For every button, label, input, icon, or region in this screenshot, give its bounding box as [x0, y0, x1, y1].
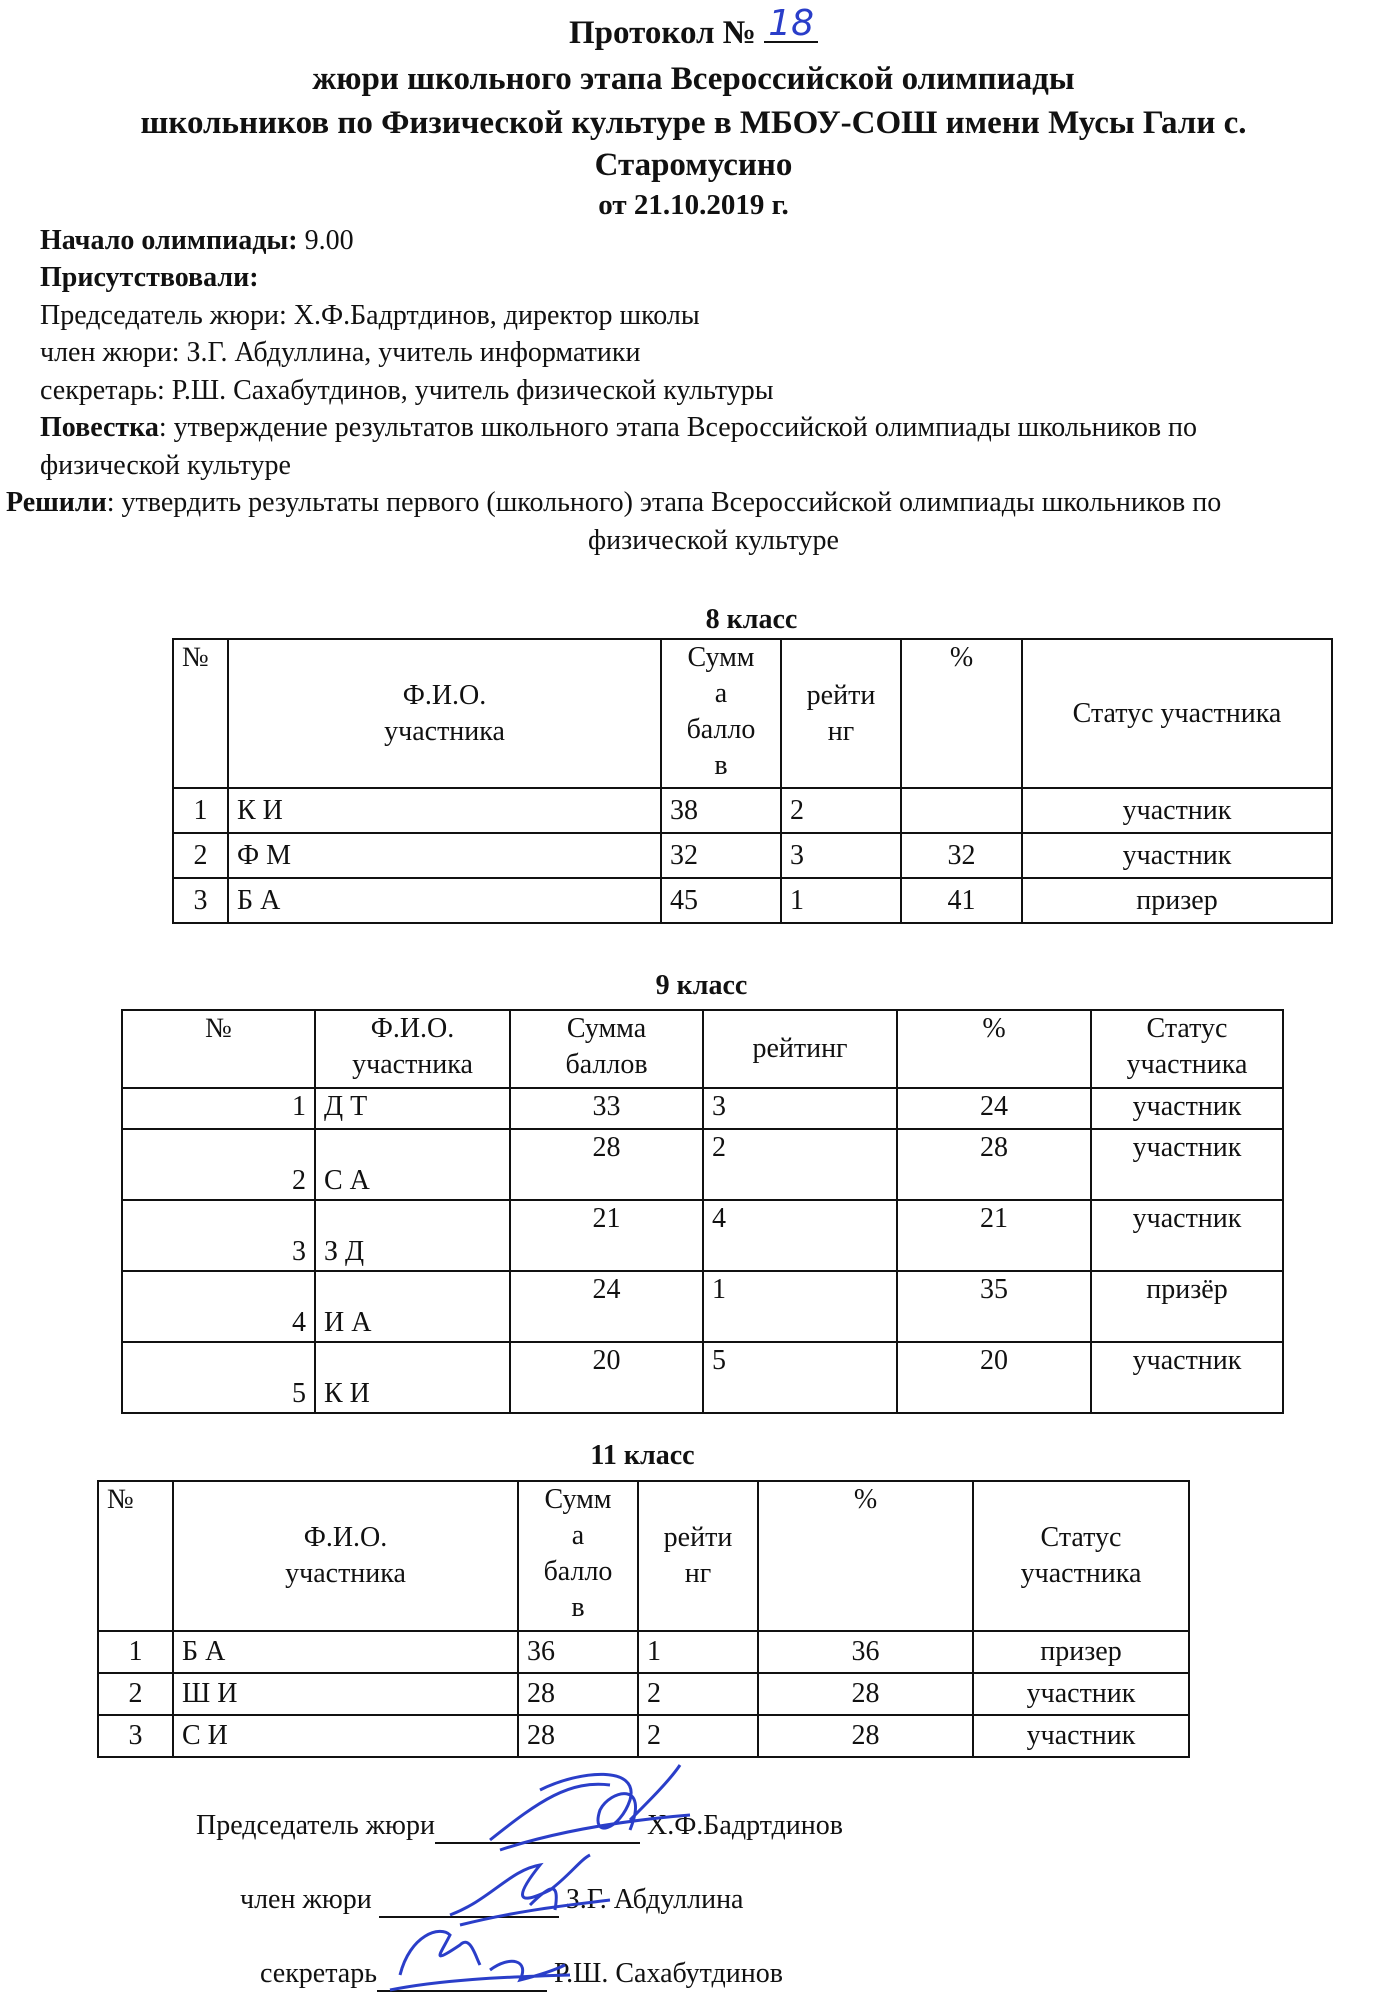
cell-status: призер: [973, 1631, 1189, 1673]
agenda-line-2: физической культуре: [40, 450, 291, 481]
cell-percent: [901, 788, 1022, 833]
member-sign-name: З.Г. Абдуллина: [565, 1884, 744, 1915]
start-value: 9.00: [297, 225, 354, 256]
cell-score: 28: [518, 1673, 638, 1715]
cell-rating: 3: [703, 1088, 897, 1129]
cell-percent: 21: [897, 1200, 1091, 1271]
start-time-line: [40, 222, 354, 260]
cell-number: 2: [173, 833, 228, 878]
cell-rating: 2: [703, 1129, 897, 1200]
table-row: [98, 1631, 1189, 1673]
cell-rating: 1: [638, 1631, 758, 1673]
cell-number: 3: [122, 1200, 315, 1271]
column-header: Ф.И.О. участника: [228, 639, 661, 788]
cell-score: 24: [510, 1271, 703, 1342]
agenda-text: : утверждение результатов школьного этапа Всероссийской олимпиады школьников по: [158, 412, 1198, 443]
table-row: [122, 1129, 1283, 1200]
column-header: рейти нг: [638, 1481, 758, 1631]
column-header: рейти нг: [781, 639, 901, 788]
cell-rating: 2: [781, 788, 901, 833]
present-label: [40, 259, 259, 297]
table-row: [173, 788, 1332, 833]
table-row: [98, 1673, 1189, 1715]
cell-score: 20: [510, 1342, 703, 1413]
cell-name: К И: [228, 788, 661, 833]
cell-score: 28: [518, 1715, 638, 1757]
cell-name: И А: [315, 1271, 510, 1342]
secretary-signature-scribble: [380, 1915, 580, 2000]
decision-text: : утвердить результаты первого (школьного) этапа Всероссийской олимпиады школьников по: [106, 487, 1222, 518]
cell-status: участник: [1022, 788, 1332, 833]
table-row: [98, 1715, 1189, 1757]
cell-score: 33: [510, 1088, 703, 1129]
column-header: Сумма баллов: [510, 1010, 703, 1088]
decision-line-2: физической культуре: [588, 525, 839, 556]
cell-rating: 2: [638, 1673, 758, 1715]
cell-score: 28: [510, 1129, 703, 1200]
cell-score: 45: [661, 878, 781, 923]
column-header: %: [901, 639, 1022, 788]
protocol-number-handwritten: 18: [764, 7, 818, 43]
column-header: %: [897, 1010, 1091, 1088]
cell-status: призёр: [1091, 1271, 1283, 1342]
secretary-line: секретарь: Р.Ш. Сахабутдинов, учитель физической культуры: [40, 375, 774, 406]
cell-percent: 28: [758, 1673, 973, 1715]
secretary-sign-label: секретарь: [260, 1958, 378, 1989]
cell-percent: 24: [897, 1088, 1091, 1129]
cell-name: К И: [315, 1342, 510, 1413]
member-sign-label: член жюри: [240, 1884, 372, 1915]
column-header: Сумм а балло в: [518, 1481, 638, 1631]
column-header: Ф.И.О. участника: [315, 1010, 510, 1088]
column-header: №: [98, 1481, 173, 1631]
cell-name: Ф М: [228, 833, 661, 878]
table-header-row: [173, 639, 1332, 788]
cell-number: 1: [122, 1088, 315, 1129]
column-header: №: [122, 1010, 315, 1088]
title-line-2: жюри школьного этапа Всероссийской олимпиады: [312, 61, 1075, 97]
cell-score: 32: [661, 833, 781, 878]
cell-name: С И: [173, 1715, 518, 1757]
cell-score: 36: [518, 1631, 638, 1673]
cell-name: Б А: [228, 878, 661, 923]
cell-score: 38: [661, 788, 781, 833]
decision-label: Решили: [6, 487, 107, 518]
cell-status: призер: [1022, 878, 1332, 923]
cell-number: 1: [173, 788, 228, 833]
table-header-row: [122, 1010, 1283, 1088]
table-caption: 9 класс: [655, 970, 748, 1001]
cell-number: 4: [122, 1271, 315, 1342]
column-header: %: [758, 1481, 973, 1631]
results-table: [172, 638, 1333, 924]
cell-number: 1: [98, 1631, 173, 1673]
cell-rating: 4: [703, 1200, 897, 1271]
secretary-sign-name: Р.Ш. Сахабутдинов: [554, 1958, 783, 1989]
cell-name: З Д: [315, 1200, 510, 1271]
cell-name: С А: [315, 1129, 510, 1200]
column-header: Статус участника: [973, 1481, 1189, 1631]
table-row: [122, 1342, 1283, 1413]
cell-rating: 1: [703, 1271, 897, 1342]
column-header: Сумм а балло в: [661, 639, 781, 788]
cell-status: участник: [973, 1715, 1189, 1757]
table-caption: 11 класс: [590, 1440, 695, 1471]
table-row: [122, 1200, 1283, 1271]
cell-number: 3: [98, 1715, 173, 1757]
column-header: Статус участника: [1091, 1010, 1283, 1088]
title-line-4: Старомусино: [594, 147, 793, 183]
cell-percent: 28: [758, 1715, 973, 1757]
cell-rating: 2: [638, 1715, 758, 1757]
protocol-title: [0, 3, 1387, 52]
cell-percent: 35: [897, 1271, 1091, 1342]
column-header: рейтинг: [703, 1010, 897, 1088]
cell-number: 3: [173, 878, 228, 923]
cell-number: 2: [98, 1673, 173, 1715]
column-header: Ф.И.О. участника: [173, 1481, 518, 1631]
cell-status: участник: [1022, 833, 1332, 878]
present-heading: Присутствовали:: [40, 262, 259, 293]
cell-status: участник: [973, 1673, 1189, 1715]
cell-percent: 32: [901, 833, 1022, 878]
table-row: [122, 1271, 1283, 1342]
table-header-row: [98, 1481, 1189, 1631]
table-row: [122, 1088, 1283, 1129]
column-header: №: [173, 639, 228, 788]
cell-rating: 5: [703, 1342, 897, 1413]
agenda-label: Повестка: [40, 412, 159, 443]
cell-score: 21: [510, 1200, 703, 1271]
title-line-3: школьников по Физической культуре в МБОУ-СОШ имени Мусы Гали с.: [140, 105, 1247, 141]
protocol-date: от 21.10.2019 г.: [598, 189, 789, 221]
cell-status: участник: [1091, 1129, 1283, 1200]
table-row: [173, 833, 1332, 878]
column-header: Статус участника: [1022, 639, 1332, 788]
chair-sign-label: Председатель жюри: [196, 1810, 435, 1841]
cell-percent: 20: [897, 1342, 1091, 1413]
cell-status: участник: [1091, 1342, 1283, 1413]
cell-status: участник: [1091, 1088, 1283, 1129]
cell-number: 5: [122, 1342, 315, 1413]
chair-line: Председатель жюри: Х.Ф.Бадртдинов, директор школы: [40, 300, 700, 331]
table-row: [173, 878, 1332, 923]
cell-number: 2: [122, 1129, 315, 1200]
cell-percent: 28: [897, 1129, 1091, 1200]
title-prefix: Протокол №: [569, 15, 756, 51]
cell-name: Ш И: [173, 1673, 518, 1715]
cell-name: Д Т: [315, 1088, 510, 1129]
agenda-line: [40, 409, 1197, 447]
results-table: [121, 1009, 1284, 1414]
chair-signature-scribble: [480, 1760, 700, 1860]
decision-line: [6, 484, 1221, 522]
cell-percent: 36: [758, 1631, 973, 1673]
cell-rating: 1: [781, 878, 901, 923]
results-table: [97, 1480, 1190, 1758]
cell-rating: 3: [781, 833, 901, 878]
cell-percent: 41: [901, 878, 1022, 923]
start-label: Начало олимпиады:: [40, 225, 298, 256]
cell-name: Б А: [173, 1631, 518, 1673]
member-line: член жюри: З.Г. Абдуллина, учитель информатики: [40, 337, 641, 368]
table-caption: 8 класс: [705, 604, 798, 635]
cell-status: участник: [1091, 1200, 1283, 1271]
chair-sign-name: Х.Ф.Бадртдинов: [646, 1810, 843, 1841]
